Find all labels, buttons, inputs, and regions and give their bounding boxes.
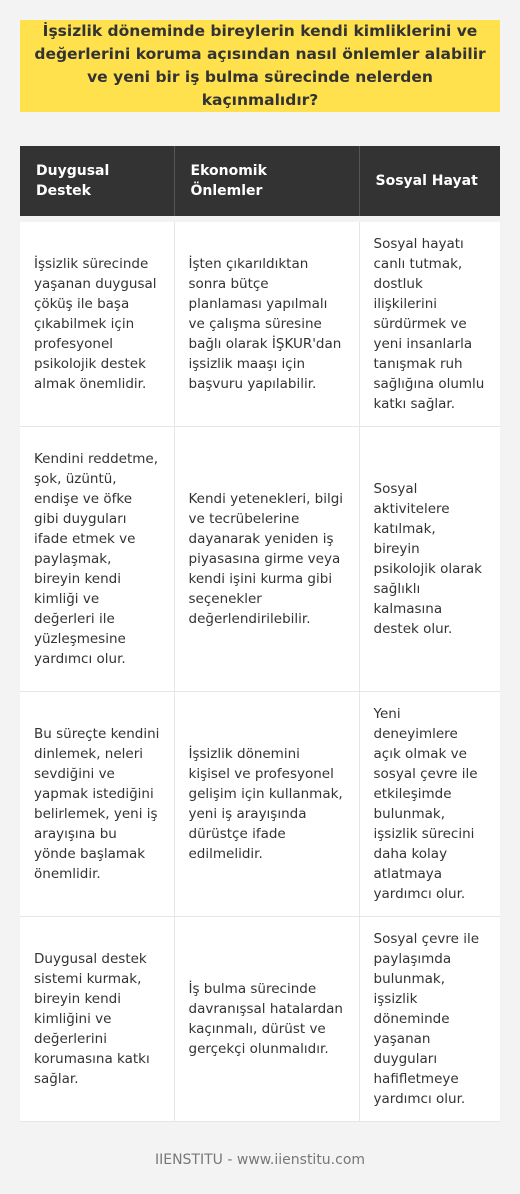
- table-row: [20, 427, 500, 692]
- table-row: [20, 692, 500, 917]
- table-cell: Yeni deneyimlere açık olmak ve sosyal çevre ile etkileşimde bulunmak, işsizlik sürecini daha kolay atlatmaya yardımcı olur.: [359, 692, 500, 917]
- table-cell: Duygusal destek sistemi kurmak, bireyin kendi kimliğini ve değerlerini korumasına katkı sağlar.: [20, 917, 174, 1122]
- table-cell: Sosyal aktivitelere katılmak, bireyin psikolojik olarak sağlıklı kalmasına destek olur.: [359, 427, 500, 692]
- table-cell: Sosyal hayatı canlı tutmak, dostluk ilişkilerini sürdürmek ve yeni insanlarla tanışmak ruh sağlığına olumlu katkı sağlar.: [359, 222, 500, 427]
- table-header-row: [20, 146, 500, 216]
- table-cell: İşten çıkarıldıktan sonra bütçe planlaması yapılmalı ve çalışma süresine bağlı olarak İŞKUR'dan işsizlik maaşı için başvuru yapılabilir.: [174, 222, 359, 427]
- table-row: [20, 917, 500, 1122]
- header-sosyal-hayat: Sosyal Hayat: [359, 146, 500, 216]
- header-ekonomik-onlemler: Ekonomik Önlemler: [174, 146, 359, 216]
- table-cell: İşsizlik sürecinde yaşanan duygusal çöküş ile başa çıkabilmek için profesyonel psikolojik destek almak önemlidir.: [20, 222, 174, 427]
- comparison-table: [20, 146, 500, 1122]
- table-cell: Bu süreçte kendini dinlemek, neleri sevdiğini ve yapmak istediğini belirlemek, yeni iş arayışına bu yönde başlamak önemlidir.: [20, 692, 174, 917]
- footer-credit: IIENSTITU - www.iienstitu.com: [154, 1152, 366, 1168]
- table-row: [20, 222, 500, 427]
- table-cell: Kendini reddetme, şok, üzüntü, endişe ve öfke gibi duyguları ifade etmek ve paylaşmak, bireyin kendi kimliği ve değerleri ile yüzleşmesine yardımcı olur.: [20, 427, 174, 692]
- page-title: İşsizlik döneminde bireylerin kendi kimliklerini ve değerlerini koruma açısından nasıl önlemler alabilir ve yeni bir iş bulma sürecinde nelerden kaçınmalıdır?: [34, 22, 486, 109]
- header-duygusal-destek: Duygusal Destek: [20, 146, 174, 216]
- table-cell: İşsizlik dönemini kişisel ve profesyonel gelişim için kullanmak, yeni iş arayışında dürüstçe ifade edilmelidir.: [174, 692, 359, 917]
- table-cell: Kendi yetenekleri, bilgi ve tecrübelerine dayanarak yeniden iş piyasasına girme veya kendi işini kurma gibi seçenekler değerlendirilebilir.: [174, 427, 359, 692]
- table-cell: Sosyal çevre ile paylaşımda bulunmak, işsizlik döneminde yaşanan duyguları hafifletmeye yardımcı olur.: [359, 917, 500, 1122]
- table-cell: İş bulma sürecinde davranışsal hatalardan kaçınmalı, dürüst ve gerçekçi olunmalıdır.: [174, 917, 359, 1122]
- title-banner: [20, 20, 500, 112]
